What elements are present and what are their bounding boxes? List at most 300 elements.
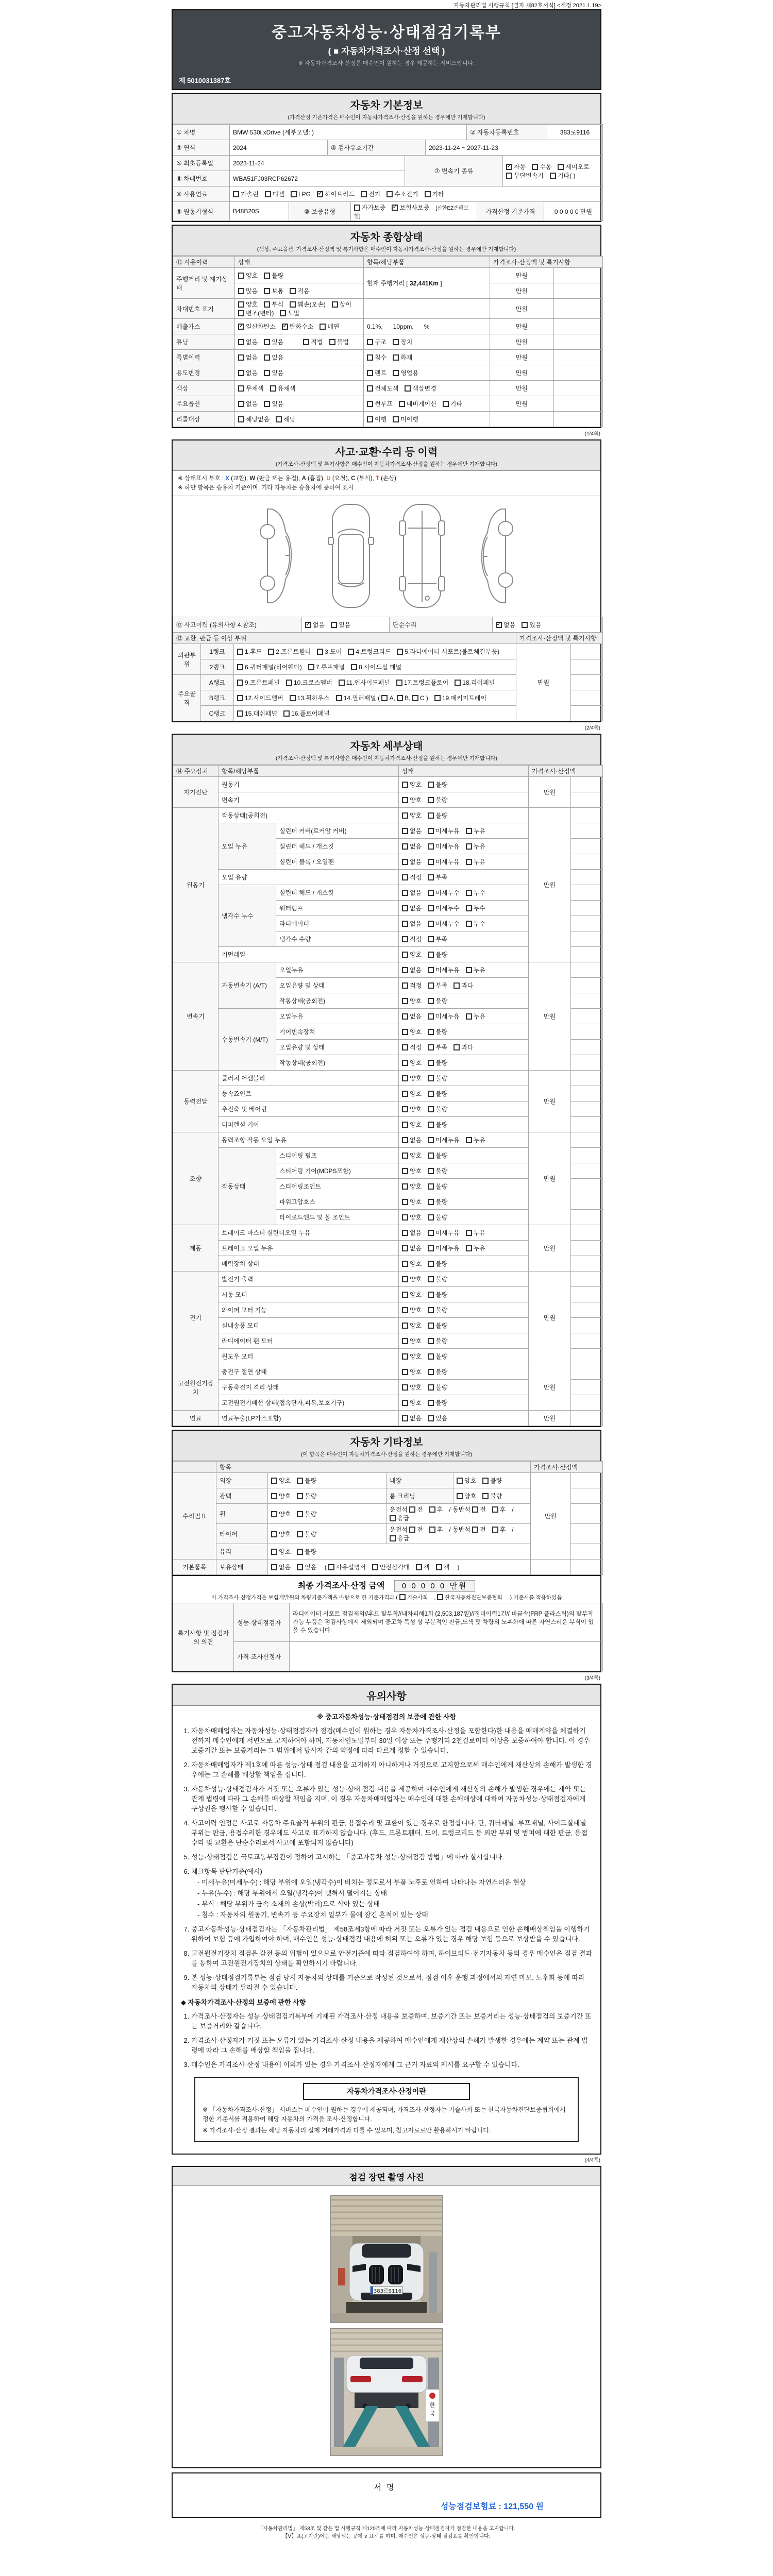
checkbox-box[interactable]	[428, 1091, 434, 1097]
checkbox-box[interactable]	[290, 695, 296, 701]
checkbox-box[interactable]	[550, 173, 556, 179]
checkbox-box[interactable]	[428, 843, 434, 850]
checkbox-box[interactable]	[428, 812, 434, 819]
checkbox-많음[interactable]	[238, 286, 258, 295]
checkbox-box[interactable]	[492, 1506, 498, 1513]
checkbox-없음[interactable]	[402, 826, 422, 835]
checkbox-box[interactable]	[329, 339, 335, 345]
checkbox-box[interactable]	[428, 1384, 434, 1391]
checkbox-18.리어패널[interactable]	[455, 678, 495, 687]
checkbox-box[interactable]	[428, 828, 434, 834]
checkbox-box[interactable]	[399, 401, 405, 407]
checkbox-미세누유[interactable]	[428, 1012, 459, 1021]
checkbox-17.트렁크플로어[interactable]	[396, 678, 448, 687]
checkbox-일산화탄소[interactable]	[238, 322, 276, 331]
checkbox-양호[interactable]	[238, 271, 258, 280]
checkbox-잭[interactable]	[416, 1563, 430, 1571]
checkbox-box[interactable]	[428, 936, 434, 942]
checkbox-자가보증[interactable]	[354, 203, 385, 212]
checkbox-매연[interactable]	[320, 322, 339, 331]
checkbox-적정[interactable]	[402, 1043, 422, 1052]
checkbox-불량[interactable]	[297, 1547, 316, 1556]
checkbox-box[interactable]	[402, 1338, 408, 1344]
checkbox-없음[interactable]	[402, 1136, 422, 1144]
checkbox-box[interactable]	[428, 1400, 434, 1406]
checkbox-있음[interactable]	[522, 620, 541, 629]
checkbox-box[interactable]	[291, 191, 297, 197]
checkbox-없음[interactable]	[402, 1012, 422, 1021]
checkbox-box[interactable]	[290, 301, 296, 308]
checkbox-부족[interactable]	[428, 873, 447, 882]
checkbox-누유[interactable]	[466, 1228, 485, 1237]
checkbox-box[interactable]	[492, 1527, 498, 1533]
checkbox-없음[interactable]	[402, 965, 422, 974]
checkbox-box[interactable]	[402, 1369, 408, 1375]
checkbox-box[interactable]	[271, 1511, 277, 1517]
checkbox-침수[interactable]	[367, 353, 386, 362]
checkbox-box[interactable]	[392, 205, 398, 211]
checkbox-응급[interactable]	[390, 1514, 409, 1522]
checkbox-양호[interactable]	[402, 1352, 422, 1361]
checkbox-있음[interactable]	[264, 399, 283, 408]
checkbox-box[interactable]	[297, 1531, 303, 1537]
checkbox-응급[interactable]	[390, 1534, 409, 1543]
checkbox-box[interactable]	[428, 905, 434, 911]
checkbox-box[interactable]	[372, 1564, 378, 1570]
checkbox-box[interactable]	[397, 695, 403, 701]
checkbox-box[interactable]	[386, 191, 393, 197]
checkbox-불량[interactable]	[482, 1492, 502, 1500]
checkbox-미세누유[interactable]	[428, 857, 459, 866]
checkbox-미이행[interactable]	[393, 415, 418, 423]
checkbox-불량[interactable]	[428, 1306, 447, 1314]
checkbox-box[interactable]	[237, 649, 243, 655]
checkbox-box[interactable]	[428, 1137, 434, 1143]
checkbox-box[interactable]	[402, 843, 408, 850]
checkbox-불량[interactable]	[428, 1074, 447, 1082]
checkbox-양호[interactable]	[402, 811, 422, 820]
checkbox-미세누유[interactable]	[428, 1228, 459, 1237]
checkbox-box[interactable]	[238, 385, 244, 392]
checkbox-box[interactable]	[367, 354, 373, 361]
checkbox-미세누수[interactable]	[428, 888, 459, 897]
checkbox-불량[interactable]	[428, 1367, 447, 1376]
checkbox-box[interactable]	[402, 874, 408, 880]
checkbox-있음[interactable]	[264, 353, 283, 362]
checkbox-양호[interactable]	[402, 780, 422, 789]
checkbox-box[interactable]	[409, 1506, 415, 1513]
checkbox-box[interactable]	[428, 1369, 434, 1375]
checkbox-없음[interactable]	[238, 337, 258, 346]
checkbox-box[interactable]	[317, 191, 323, 197]
checkbox-box[interactable]	[472, 1506, 478, 1513]
checkbox-10.크로스멤버[interactable]	[286, 678, 332, 687]
checkbox-탄화수소[interactable]	[282, 322, 313, 331]
checkbox-box[interactable]	[268, 649, 274, 655]
checkbox-box[interactable]	[238, 370, 244, 376]
checkbox-불량[interactable]	[297, 1492, 316, 1500]
checkbox-box[interactable]	[238, 324, 244, 330]
checkbox-box[interactable]	[402, 1230, 408, 1236]
checkbox-box[interactable]	[402, 890, 408, 896]
checkbox-box[interactable]	[402, 952, 408, 958]
checkbox-box[interactable]	[264, 288, 270, 294]
checkbox-box[interactable]	[428, 1415, 434, 1421]
checkbox-전[interactable]	[409, 1505, 423, 1514]
checkbox-box[interactable]	[317, 649, 323, 655]
checkbox-불량[interactable]	[428, 1058, 447, 1067]
checkbox-전[interactable]	[472, 1505, 486, 1514]
checkbox-양호[interactable]	[402, 1027, 422, 1036]
checkbox-box[interactable]	[233, 191, 239, 197]
checkbox-13.휠하우스[interactable]	[290, 693, 330, 702]
checkbox-box[interactable]	[428, 1261, 434, 1267]
checkbox-없음[interactable]	[305, 620, 325, 629]
checkbox-불량[interactable]	[428, 811, 447, 820]
checkbox-불량[interactable]	[428, 1105, 447, 1113]
checkbox-box[interactable]	[558, 164, 564, 170]
checkbox-box[interactable]	[393, 354, 399, 361]
checkbox-양호[interactable]	[402, 1151, 422, 1160]
checkbox-누유[interactable]	[466, 1012, 485, 1021]
checkbox-불량[interactable]	[428, 1182, 447, 1191]
checkbox-14.필러패널[interactable]: 14.필러패널 ( A, B, C )	[336, 693, 428, 702]
checkbox-box[interactable]	[402, 1245, 408, 1251]
checkbox-양호[interactable]	[402, 950, 422, 959]
checkbox-양호[interactable]	[402, 1074, 422, 1082]
checkbox-없음[interactable]	[402, 842, 422, 851]
checkbox-양호[interactable]	[402, 795, 422, 804]
checkbox-있음[interactable]	[331, 620, 350, 629]
checkbox-수소전기[interactable]	[386, 190, 418, 198]
checkbox-15.대쉬패널[interactable]	[237, 709, 277, 718]
checkbox-적정[interactable]	[402, 981, 422, 990]
checkbox-box[interactable]	[428, 1338, 434, 1344]
checkbox-양호[interactable]	[402, 1213, 422, 1222]
checkbox-양호[interactable]	[238, 300, 258, 309]
checkbox-양호[interactable]	[402, 1089, 422, 1098]
checkbox-box[interactable]	[436, 1564, 442, 1570]
checkbox-양호[interactable]	[271, 1547, 291, 1556]
checkbox-12.사이드멤버[interactable]	[237, 693, 283, 702]
checkbox-구조[interactable]	[367, 337, 386, 346]
checkbox-기타[interactable]	[425, 190, 444, 198]
checkbox-box[interactable]	[402, 812, 408, 819]
checkbox-보험사보증[interactable]	[392, 203, 429, 212]
checkbox-box[interactable]	[264, 273, 270, 279]
checkbox-2.프론트휀더[interactable]	[268, 647, 311, 656]
checkbox-box[interactable]	[522, 622, 528, 628]
checkbox-미세누수[interactable]	[428, 919, 459, 928]
checkbox-한국자동차진단보증협회[interactable]	[437, 1594, 502, 1601]
checkbox-box[interactable]	[428, 1168, 434, 1174]
checkbox-box[interactable]	[429, 1506, 435, 1513]
checkbox-box[interactable]	[271, 1549, 277, 1555]
checkbox-box[interactable]	[402, 1168, 408, 1174]
checkbox-불량[interactable]	[428, 1336, 447, 1345]
checkbox-후[interactable]	[492, 1505, 506, 1514]
checkbox-미세누유[interactable]	[428, 842, 459, 851]
checkbox-전[interactable]	[409, 1525, 423, 1534]
checkbox-box[interactable]	[402, 1153, 408, 1159]
checkbox-양호[interactable]	[402, 1306, 422, 1314]
checkbox-후[interactable]	[429, 1525, 443, 1534]
checkbox-불량[interactable]	[428, 996, 447, 1005]
checkbox-box[interactable]	[402, 1122, 408, 1128]
checkbox-양호[interactable]	[271, 1510, 291, 1518]
checkbox-box[interactable]	[402, 1292, 408, 1298]
checkbox-box[interactable]	[428, 1245, 434, 1251]
checkbox-box[interactable]	[402, 1276, 408, 1282]
checkbox-box[interactable]	[466, 921, 472, 927]
checkbox-없음[interactable]	[402, 1414, 422, 1422]
checkbox-box[interactable]	[238, 301, 244, 308]
checkbox-box[interactable]	[381, 695, 388, 701]
checkbox-불량[interactable]	[428, 1352, 447, 1361]
checkbox-세미오토[interactable]	[558, 162, 589, 171]
checkbox-box[interactable]	[466, 1013, 472, 1020]
checkbox-양호[interactable]	[402, 996, 422, 1005]
checkbox-box[interactable]	[361, 191, 367, 197]
checkbox-box[interactable]	[428, 890, 434, 896]
checkbox-양호[interactable]	[402, 1058, 422, 1067]
checkbox-box[interactable]	[428, 1060, 434, 1066]
checkbox-box[interactable]	[428, 998, 434, 1004]
checkbox-양호[interactable]	[402, 1336, 422, 1345]
checkbox-box[interactable]	[428, 1153, 434, 1159]
checkbox-불량[interactable]	[297, 1530, 316, 1538]
checkbox-양호[interactable]	[402, 1367, 422, 1376]
checkbox-box[interactable]	[238, 401, 244, 407]
checkbox-불량[interactable]	[428, 950, 447, 959]
checkbox-box[interactable]	[402, 1075, 408, 1081]
checkbox-불량[interactable]	[428, 1197, 447, 1206]
checkbox-box[interactable]	[276, 416, 282, 422]
checkbox-box[interactable]	[264, 370, 270, 376]
checkbox-box[interactable]	[428, 1044, 434, 1050]
checkbox-box[interactable]	[402, 828, 408, 834]
checkbox-box[interactable]	[402, 1214, 408, 1221]
checkbox-해당[interactable]	[276, 415, 295, 423]
checkbox-box[interactable]	[428, 1122, 434, 1128]
checkbox-box[interactable]	[282, 324, 288, 330]
checkbox-3.도어[interactable]	[317, 647, 342, 656]
checkbox-무채색[interactable]	[238, 384, 264, 393]
checkbox-있음[interactable]	[264, 368, 283, 377]
checkbox-box[interactable]	[428, 967, 434, 973]
checkbox-box[interactable]	[482, 1493, 489, 1499]
checkbox-적법[interactable]	[303, 337, 323, 346]
checkbox-양호[interactable]	[271, 1476, 291, 1485]
checkbox-box[interactable]	[305, 622, 311, 628]
checkbox-잭[interactable]	[436, 1563, 450, 1571]
checkbox-box[interactable]	[428, 1199, 434, 1205]
checkbox-box[interactable]	[402, 1183, 408, 1190]
checkbox-없음[interactable]	[238, 368, 258, 377]
checkbox-box[interactable]	[402, 1415, 408, 1421]
checkbox-자동[interactable]	[506, 162, 526, 171]
checkbox-전기[interactable]	[361, 190, 380, 198]
checkbox-LPG[interactable]	[291, 191, 311, 198]
checkbox-없음[interactable]	[271, 1563, 291, 1571]
checkbox-box[interactable]	[238, 288, 244, 294]
checkbox-있음[interactable]	[428, 1414, 447, 1422]
checkbox-box[interactable]	[402, 782, 408, 788]
checkbox-box[interactable]	[402, 1323, 408, 1329]
checkbox-box[interactable]	[496, 622, 502, 628]
checkbox-box[interactable]	[367, 385, 373, 392]
checkbox-box[interactable]	[238, 273, 244, 279]
checkbox-box[interactable]	[428, 1013, 434, 1020]
checkbox-양호[interactable]	[402, 1259, 422, 1268]
checkbox-box[interactable]	[466, 1137, 472, 1143]
checkbox-누수[interactable]	[466, 904, 485, 912]
checkbox-box[interactable]	[367, 370, 373, 376]
checkbox-없음[interactable]	[402, 888, 422, 897]
checkbox-box[interactable]	[455, 680, 461, 686]
checkbox-box[interactable]	[429, 1527, 435, 1533]
checkbox-11.인사이드패널[interactable]	[339, 678, 390, 687]
checkbox-box[interactable]	[402, 1353, 408, 1360]
checkbox-box[interactable]	[348, 649, 354, 655]
checkbox-누수[interactable]	[466, 919, 485, 928]
checkbox-없음[interactable]	[238, 399, 258, 408]
checkbox-box[interactable]	[428, 1307, 434, 1313]
checkbox-box[interactable]	[466, 859, 472, 865]
checkbox-장치[interactable]	[393, 337, 412, 346]
checkbox-box[interactable]	[453, 1044, 460, 1050]
checkbox-box[interactable]	[297, 1493, 303, 1499]
checkbox-썬루프[interactable]	[367, 399, 393, 408]
checkbox-box[interactable]	[412, 695, 418, 701]
checkbox-box[interactable]	[297, 1478, 303, 1484]
checkbox-없음[interactable]	[402, 1228, 422, 1237]
checkbox-양호[interactable]	[457, 1476, 476, 1485]
checkbox-불량[interactable]	[428, 1398, 447, 1407]
checkbox-수동[interactable]	[532, 162, 551, 171]
checkbox-box[interactable]	[416, 1564, 422, 1570]
checkbox-box[interactable]	[402, 1199, 408, 1205]
checkbox-box[interactable]	[402, 967, 408, 973]
checkbox-box[interactable]	[238, 354, 244, 361]
checkbox-box[interactable]	[264, 354, 270, 361]
checkbox-훼손(오손)[interactable]	[290, 300, 325, 309]
checkbox-불량[interactable]	[264, 271, 283, 280]
checkbox-box[interactable]	[237, 695, 243, 701]
checkbox-없음[interactable]	[402, 1244, 422, 1252]
checkbox-box[interactable]	[331, 622, 337, 628]
checkbox-5.라디에이터 서포트(볼트체결부품)[interactable]	[397, 647, 499, 656]
checkbox-box[interactable]	[237, 664, 243, 670]
checkbox-box[interactable]	[271, 1564, 277, 1570]
checkbox-변조(변타)[interactable]	[238, 309, 274, 317]
checkbox-box[interactable]	[393, 370, 399, 376]
checkbox-box[interactable]	[453, 982, 460, 989]
checkbox-적음[interactable]	[290, 286, 309, 295]
checkbox-box[interactable]	[367, 339, 373, 345]
checkbox-하이브리드[interactable]	[317, 190, 355, 198]
checkbox-불량[interactable]	[428, 1290, 447, 1299]
checkbox-box[interactable]	[367, 416, 373, 422]
checkbox-box[interactable]	[428, 1230, 434, 1236]
checkbox-없음[interactable]	[238, 353, 258, 362]
checkbox-6.쿼터패널(리어휀다)[interactable]	[237, 663, 302, 671]
checkbox-양호[interactable]	[402, 1197, 422, 1206]
checkbox-4.트렁크리드[interactable]	[348, 647, 391, 656]
checkbox-box[interactable]	[428, 921, 434, 927]
checkbox-box[interactable]	[303, 339, 309, 345]
checkbox-보통[interactable]	[264, 286, 283, 295]
checkbox-불량[interactable]	[297, 1476, 316, 1485]
checkbox-안전삼각대[interactable]	[372, 1563, 410, 1571]
checkbox-렌트[interactable]	[367, 368, 386, 377]
checkbox-box[interactable]	[402, 797, 408, 803]
checkbox-있음[interactable]	[264, 337, 283, 346]
checkbox-불량[interactable]	[428, 1166, 447, 1175]
checkbox-없음[interactable]	[496, 620, 515, 629]
checkbox-네비게이션[interactable]	[399, 399, 436, 408]
checkbox-기타( )[interactable]	[550, 171, 576, 180]
checkbox-불량[interactable]	[428, 1151, 447, 1160]
checkbox-미세누유[interactable]	[428, 965, 459, 974]
checkbox-누유[interactable]	[466, 826, 485, 835]
checkbox-box[interactable]	[271, 1531, 277, 1537]
checkbox-유채색[interactable]	[270, 384, 296, 393]
checkbox-box[interactable]	[264, 339, 270, 345]
checkbox-양호[interactable]	[402, 1105, 422, 1113]
checkbox-불량[interactable]	[428, 1383, 447, 1392]
checkbox-양호[interactable]	[271, 1530, 291, 1538]
checkbox-box[interactable]	[328, 1564, 334, 1570]
checkbox-box[interactable]	[428, 1029, 434, 1035]
checkbox-box[interactable]	[393, 339, 399, 345]
checkbox-8.사이드실 패널[interactable]	[351, 663, 401, 671]
checkbox-box[interactable]	[466, 967, 472, 973]
checkbox-불량[interactable]	[482, 1476, 502, 1485]
checkbox-미세누유[interactable]	[428, 826, 459, 835]
checkbox-16.플로어패널[interactable]	[283, 709, 330, 718]
checkbox-양호[interactable]	[402, 1182, 422, 1191]
checkbox-누수[interactable]	[466, 888, 485, 897]
checkbox-양호[interactable]	[457, 1492, 476, 1500]
checkbox-box[interactable]	[466, 905, 472, 911]
checkbox-box[interactable]	[286, 680, 292, 686]
checkbox-누유[interactable]	[466, 1244, 485, 1252]
checkbox-box[interactable]	[264, 301, 270, 308]
checkbox-과다[interactable]	[453, 981, 473, 990]
checkbox-box[interactable]	[402, 1029, 408, 1035]
checkbox-기타[interactable]	[443, 399, 462, 408]
checkbox-box[interactable]	[402, 1060, 408, 1066]
checkbox-부족[interactable]	[428, 1043, 447, 1052]
checkbox-양호[interactable]	[402, 1398, 422, 1407]
checkbox-box[interactable]	[428, 782, 434, 788]
checkbox-box[interactable]	[280, 310, 286, 316]
checkbox-box[interactable]	[402, 1384, 408, 1391]
checkbox-불량[interactable]	[428, 1259, 447, 1268]
checkbox-적정[interactable]	[402, 935, 422, 943]
checkbox-box[interactable]	[457, 1493, 463, 1499]
checkbox-불량[interactable]	[428, 1213, 447, 1222]
checkbox-box[interactable]	[428, 797, 434, 803]
checkbox-box[interactable]	[402, 1013, 408, 1020]
checkbox-box[interactable]	[339, 680, 345, 686]
checkbox-19.패키지트레이[interactable]	[434, 693, 486, 702]
checkbox-box[interactable]	[428, 1075, 434, 1081]
checkbox-box[interactable]	[428, 1292, 434, 1298]
checkbox-box[interactable]	[238, 310, 244, 316]
checkbox-box[interactable]	[402, 982, 408, 989]
